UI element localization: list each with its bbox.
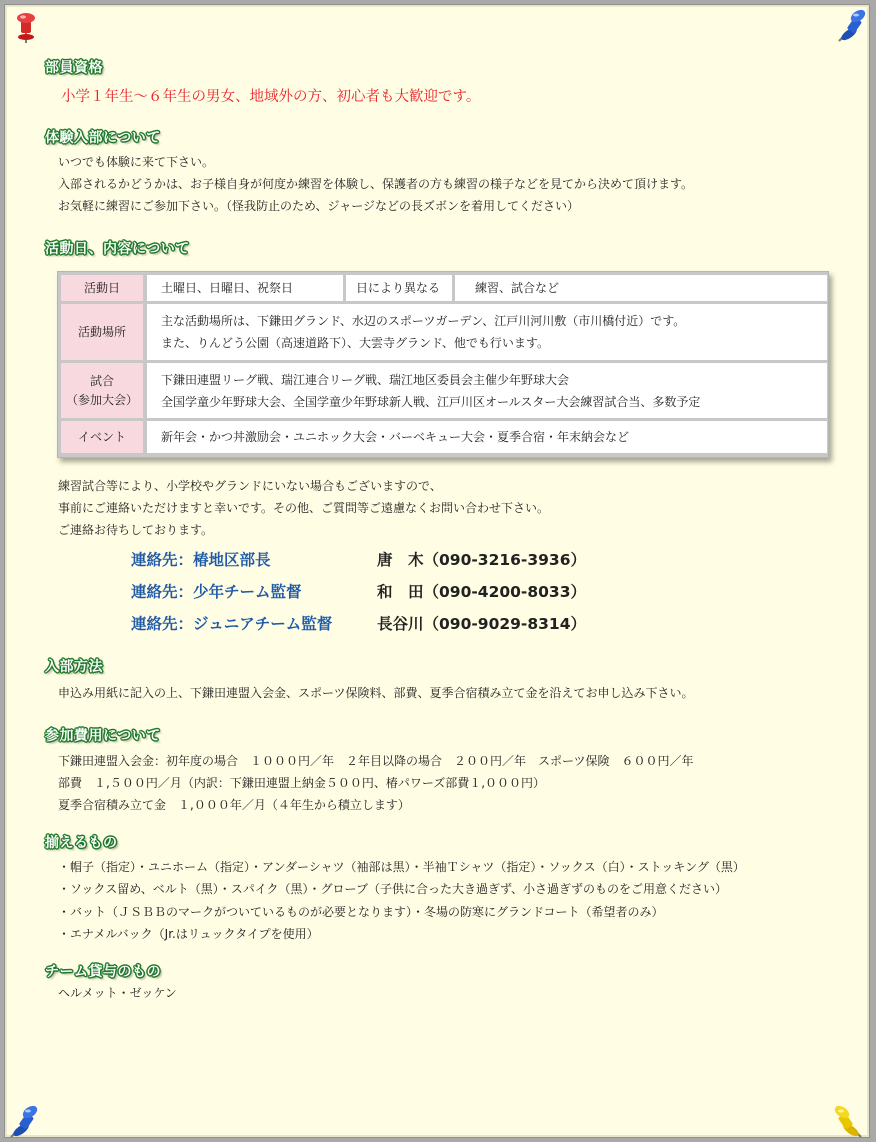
- fee-line: 夏季合宿積み立て金 １,０００年／月（４年生から積立します）: [58, 798, 410, 812]
- yellow-pushpin-icon: [833, 1103, 863, 1139]
- join-text: 申込み用紙に記入の上、下鎌田連盟入会金、スポーツ保険料、部費、夏季合宿積み立て金を沿えてお申し込み下さい。: [58, 686, 694, 700]
- label-match: [61, 363, 143, 418]
- item-line: ・ソックス留め、ベルト（黒）・スパイク（黒）・グローブ（子供に合った大き過ぎず、小さ過ぎずのものをご用意ください）: [58, 882, 728, 896]
- trial-line: 入部されるかどうかは、お子様自身が何度か練習を体験し、保護者の方も練習の様子などを見てから決めて頂けます。: [58, 177, 694, 191]
- activity-note: 練習試合等により、小学校やグランドにいない場合もございますので、: [58, 479, 442, 493]
- item-line: ・帽子（指定）・ユニホーム（指定）・アンダーシャツ（袖部は黒）・半袖Ｔシャツ（指定）・ソックス（白）・ストッキング（黒）: [58, 860, 745, 874]
- event-list: 新年会・かつ丼激励会・ユニホック大会・バーベキュー大会・夏季合宿・年末納会など: [147, 421, 827, 453]
- match-line: 下鎌田連盟リーグ戦、瑞江連合リーグ戦、瑞江地区委員会主催少年野球大会: [161, 372, 570, 387]
- blue-pushpin-icon: [9, 1103, 39, 1139]
- heading-trial: 体験入部について: [45, 130, 161, 146]
- item-line: ・エナメルバック（Jr.はリュックタイプを使用）: [58, 927, 319, 941]
- label-match-title: 試合: [89, 373, 114, 388]
- contact-role: 連絡先：椿地区部長: [131, 551, 271, 569]
- blue-pushpin-icon: [837, 7, 867, 43]
- label-event: イベント: [61, 421, 143, 453]
- activity-note: 事前にご連絡いただけますと幸いです。その他、ご質問等ご遠慮なくお問い合わせ下さい。: [58, 501, 550, 515]
- label-activity-place: 活動場所: [61, 304, 143, 360]
- trial-line: いつでも体験に来て下さい。: [58, 155, 215, 169]
- activity-days: 土曜日、日曜日、祝祭日: [147, 275, 343, 301]
- loan-text: ヘルメット・ゼッケン: [58, 986, 177, 1000]
- heading-items: 揃えるもの: [45, 835, 118, 851]
- eligibility-text: 小学１年生〜６年生の男女、地域外の方、初心者も大歓迎です。: [61, 89, 481, 105]
- label-activity-day: 活動日: [61, 275, 143, 301]
- label-match-sub: （参加大会）: [65, 392, 138, 407]
- match-line: 全国学童少年野球大会、全国学童少年野球新人戦、江戸川区オールスター大会練習試合当、多数予定: [161, 394, 701, 409]
- activity-content: 練習、試合など: [455, 275, 827, 301]
- activity-table: [57, 271, 829, 458]
- contact-name-phone: 長谷川（090-9029-8314）: [377, 615, 587, 633]
- heading-loan: チーム貸与のもの: [45, 964, 161, 980]
- heading-eligibility: 部員資格: [45, 60, 103, 76]
- heading-fees: 参加費用について: [45, 728, 161, 744]
- activity-place: [147, 304, 827, 360]
- heading-join: 入部方法: [45, 659, 103, 675]
- red-pushpin-icon: [11, 9, 41, 45]
- contact-name-phone: 和 田（090-4200-8033）: [377, 583, 587, 601]
- contact-role: 連絡先：ジュニアチーム監督: [131, 615, 333, 633]
- heading-activities: 活動日、内容について: [45, 241, 190, 257]
- activity-note: ご連絡お待ちしております。: [58, 523, 214, 537]
- match-list: [147, 363, 827, 418]
- place-line: また、りんどう公園（高速道路下）、大雲寺グランド、他でも行います。: [161, 336, 549, 350]
- contact-role: 連絡先：少年チーム監督: [131, 583, 302, 601]
- contact-name-phone: 唐 木（090-3216-3936）: [377, 551, 587, 569]
- item-line: ・バット（ＪＳＢＢのマークがついているものが必要となります）・冬場の防寒にグランドコート（希望者のみ）: [58, 905, 664, 919]
- notice-board: [4, 4, 870, 1138]
- fee-line: 部費 １,５００円／月（内訳：下鎌田連盟上納金５００円、椿パワーズ部費１,０００円）: [58, 776, 546, 790]
- activity-days-note: 日により異なる: [346, 275, 452, 301]
- fee-line: 下鎌田連盟入会金：初年度の場合 １０００円／年 ２年目以降の場合 ２００円／年 スポーツ保険 ６００円／年: [58, 754, 694, 768]
- trial-line: お気軽に練習にご参加下さい。（怪我防止のため、ジャージなどの長ズボンを着用してください）: [58, 199, 580, 213]
- place-line: 主な活動場所は、下鎌田グランド、水辺のスポーツガーデン、江戸川河川敷（市川橋付近）です。: [161, 314, 686, 328]
